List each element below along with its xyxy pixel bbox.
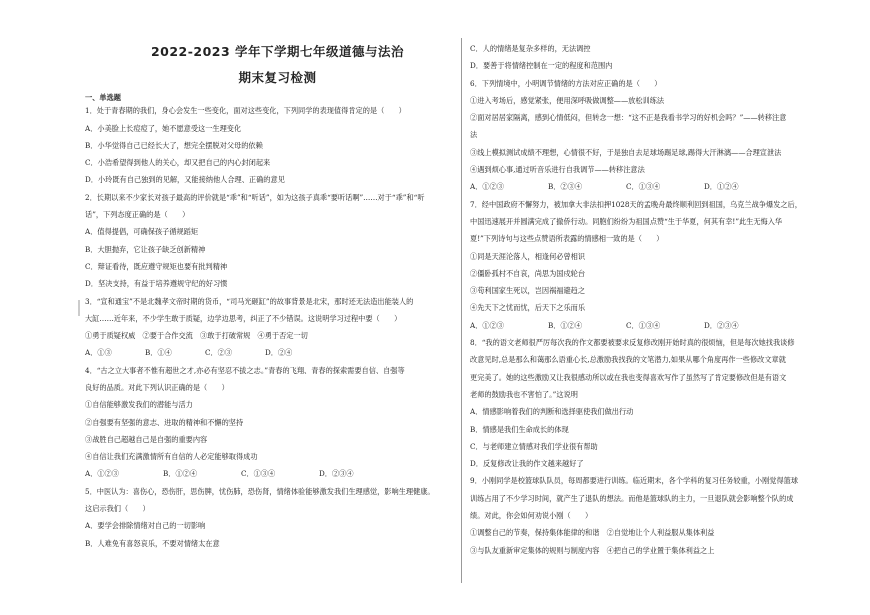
text-line: ①进入考场后，感觉紧张，便用深呼吸做调整——放松训练法 [470,95,665,105]
option-d: D．②③④ [704,320,739,330]
option-d: D．①②④ [704,182,739,192]
text-line: C．人的情绪是复杂多样的，无法调控 [470,44,591,53]
right-column [470,44,855,563]
q4-options [85,469,470,478]
text-line: A．小美脸上长痘痘了，她不愿意受这一生理变化 [85,123,242,133]
option-d: D．②④ [265,348,293,358]
text-line: ①同是天涯沦落人，相逢何必曾相识 [470,251,586,261]
text-line: 训练占用了不少学习时间，就产生了退队的想法。而他是篮球队的主力，一旦退队就会影响整个队的成 [470,493,794,503]
text-line: B．人难免有喜怒哀乐，不要对情绪太在意 [85,538,220,548]
right-block-1 [470,44,855,174]
option-a: A．①②③ [85,469,119,479]
text-line: 中国迅速展开并圆满完成了撤侨行动。同胞们纷纷为祖国点赞“生于华夏，何其有幸!”此生无悔入华 [470,216,783,226]
option-b: B．①②④ [548,320,583,330]
text-line: ①自信能够激发我们的潜能与活力 [85,400,193,410]
option-c: C．①③④ [626,320,661,330]
text-line: 2．长期以来不少家长对孩子最高的评价就是“乖”和“听话”，如为这孩子真乖“要听话啊”……对于“乖”和“听 [85,192,425,202]
text-line: ④自信让我们充满激情所有自信的人必定能够取得成功 [85,452,258,462]
exam-title-line1: 2022-2023 学年下学期七年级道德与法治 [150,44,405,59]
text-line: 老师的鼓励我也不害怕了。”这说明 [470,389,578,399]
text-line: 3．“宣和通宝”不是北魏孝文帝时期的货币，“司马光砸缸”的故事背景是北宋，那时还无法造出能装人的 [85,296,414,306]
text-line: 1．处于青春期的我们，身心会发生一些变化，面对这些变化，下列同学的表现值得肯定的是（ ） [85,106,406,116]
text-line: ①勇于质疑权威 ②要于合作交流 ③敢于打破常规 ④勇于否定一切 [85,331,308,341]
text-line: 8．“我的语文老师很严厉每次我的作文都要被要求反复修改刚开始时真的很烦恼，但是每次她找我谈修 [470,338,795,348]
text-line: 法 [470,130,478,140]
text-line: D．坚决支持，有益于培养遵规守纪的好习惯 [85,279,228,289]
text-line: ②自强要有坚强的意志、进取的精神和不懈的坚持 [85,417,244,427]
text-line: C．小浩希望得到他人的关心，却又把自己的内心封闭起来 [85,158,271,168]
text-line: 夏!”下列诗句与这些点赞语所表露的情感相一致的是（ ） [470,234,664,244]
text-line: 良好的品质。对此下列认识正确的是（ ） [85,383,229,392]
text-line: 大缸……近年来，不少学生敢于质疑，边学边思考，纠正了不少错误。这说明学习过程中要（ ） [85,313,402,323]
text-line: C．辩证看待，既应遵守规矩也要有批判精神 [85,261,228,271]
binding-mark [78,300,80,316]
text-line: ③苟利国家生死以，岂因祸福避趋之 [470,286,586,296]
text-line: A．情感影响着我们的判断和选择驱使我们做出行动 [470,407,634,417]
option-a: A．①②③ [470,320,504,330]
text-line: 绩。对此，你会如何劝说小刚（ ） [470,511,593,521]
text-line: D．小玲既有自己独到的见解，又能接纳他人合理、正确的意见 [85,175,285,185]
text-line: ③战胜自己超越自己是自强的重要内容 [85,434,208,444]
text-line: ③与队友重新审定集体的规则与制度内容 ④把自己的学业置于集体利益之上 [470,545,715,555]
text-line: 5．中医认为：喜伤心，恐伤肝，思伤脾，忧伤肺，恐伤肾，情绪体验能够激发我们生理感觉，影响生理健康。 [85,486,435,496]
text-line: 改意见时,总是那么和蔼那么语重心长,总激励我找我的文笔潜力,如果从哪个角度再作一些修改文章就 [470,355,786,365]
option-c: C．②③ [205,348,233,358]
text-line: ②僵卧孤村不自哀，尚思为国戍轮台 [470,268,586,278]
option-c: C．①③④ [626,182,661,192]
text-line: 话”，下列态度正确的是（ ） [85,210,190,220]
option-b: B．②③④ [548,182,583,192]
text-line: ④遇到烦心事,通过听音乐进行自我调节——转移注意法 [470,165,645,175]
option-b: B．①②④ [163,469,198,479]
right-block-2 [470,200,855,313]
q6-options [470,182,855,191]
text-line: ④先天下之忧而忧，后天下之乐而乐 [470,303,586,313]
option-d: D．②③④ [319,469,354,479]
text-line: ②面对居居家隔离，感到心情低闷，但转念一想：“这不正是我看书学习的好机会吗？”——转移注意 [470,113,787,123]
q3-options [85,348,470,357]
text-line: A．值得提倡，可确保孩子循规蹈矩 [85,227,199,237]
text-line: 更完美了。她的这些激励又让我很感动所以或在我也变得喜欢写作了虽然写了肯定要修改但是有语文 [470,372,787,382]
text-line: B．小华觉得自己已经长大了，想完全摆脱对父母的依赖 [85,140,263,150]
text-line: B．情感是我们生命成长的体现 [470,424,569,434]
left-block-1 [85,106,470,340]
option-a: A．①③ [85,348,112,358]
text-line: D．要善于将情绪控制在一定的程度和范围内 [470,61,613,71]
section-heading: 一、单选题 [85,93,121,103]
left-block-3 [85,487,470,548]
text-line: 7．经中国政府不懈努力，被加拿大非法扣押1028天的孟晚舟最终顺利回到祖国，乌克兰战争爆发之后， [470,199,802,209]
text-line: ①调整自己的节奏，保持集体能律的和谐 ②自觉地让个人利益服从集体利益 [470,528,715,538]
text-line: C．与老师建立情感对我们学业很有帮助 [470,441,598,451]
option-c: C．①③④ [241,469,276,479]
left-block-2 [85,366,470,461]
text-line: A．要学会排除情绪对自己的一切影响 [85,521,206,531]
text-line: ③线上模拟测试成绩不理想，心情很不好，于是独自去足球场踢足球,踢得大汗淋漓——合理宣泄法 [470,147,782,157]
exam-title-line2: 期末复习检测 [238,69,317,85]
text-line: 6．下列情境中，小明调节情绪的方法对应正确的是（ ） [470,78,662,88]
text-line: 这启示我们（ ） [85,504,150,514]
right-block-3 [470,338,855,555]
text-line: D．反复修改让我的作文越来越好了 [470,459,584,469]
text-line: 4．“古之立大事者不惟有超世之才,亦必有坚忍不拔之志。”青春的飞翔、青春的探索需要自信、自强等 [85,365,405,375]
left-column [85,44,470,556]
text-line: 9．小刚同学是校篮球队队员，每周都要进行训练。临近期末，各个学科的复习任务较重，小刚觉得篮球 [470,476,799,486]
option-a: A．①②③ [470,182,504,192]
text-line: B．大胆抛弃，它让孩子缺乏创新精神 [85,244,206,254]
q7-options [470,321,855,330]
option-b: B．①④ [145,348,172,358]
